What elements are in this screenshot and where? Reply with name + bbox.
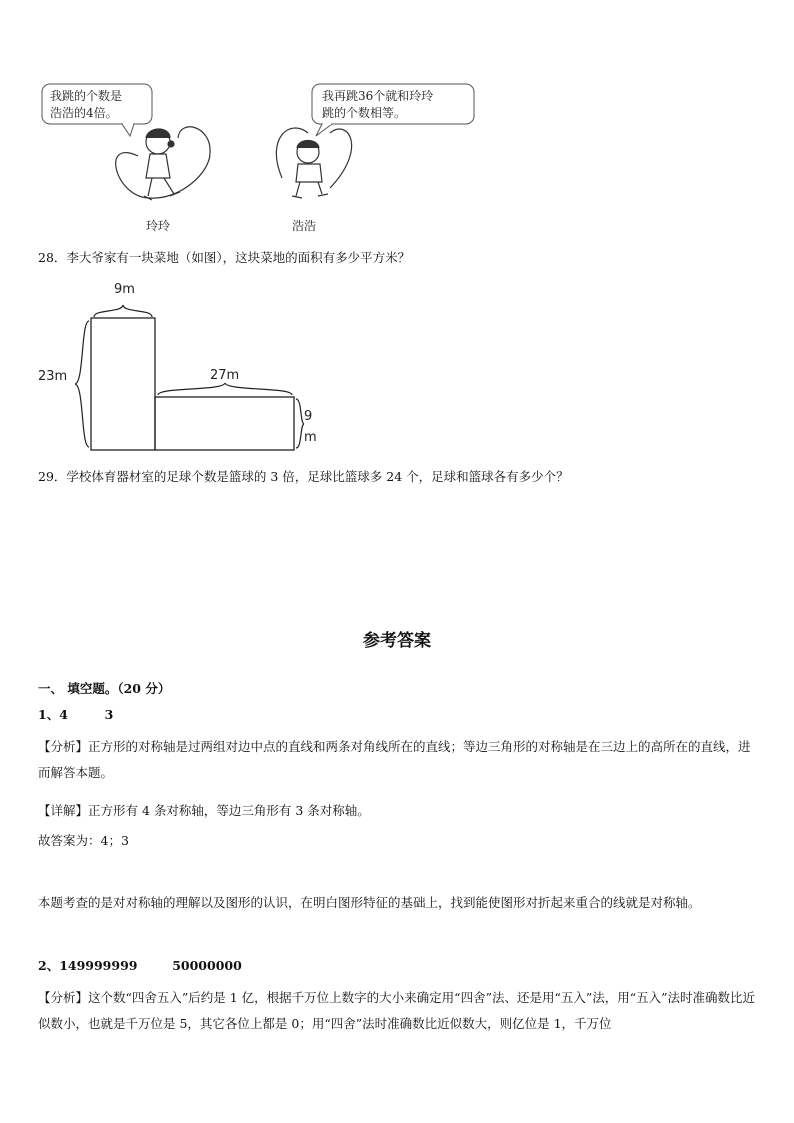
label-left-height: 23m <box>38 369 68 384</box>
wide-rectangle <box>155 397 294 450</box>
middle-brace <box>158 383 292 395</box>
label-right-height-top: 9 <box>304 409 313 424</box>
girl-name: 玲玲 <box>146 219 171 233</box>
label-right-height-bottom: m <box>304 430 317 445</box>
right-brace <box>296 399 304 448</box>
answer-2-analysis: 【分析】这个数“四舍五入”后约是 1 亿，根据千万位上数字的大小来确定用“四舍”法、还是用“五入”法，用“五入”法时准确数比近似数小，也就是千万位是 5，其它各位上都是 0；用“四舍”法时准确数比近似数大，则亿位是 1，千万位 <box>38 990 756 1031</box>
garden-figure <box>30 275 330 457</box>
girl-speech-bubble <box>42 84 152 136</box>
question-28: 28．李大爷家有一块菜地（如图），这块菜地的面积有多少平方米？ <box>38 250 411 265</box>
girl-speech-line-2: 浩浩的4倍。 <box>50 106 118 120</box>
answer-1-final: 故答案为：4；3 <box>38 833 129 848</box>
girl-figure <box>116 127 210 200</box>
label-top-width: 9m <box>114 282 135 297</box>
answer-1-analysis: 【分析】正方形的对称轴是过两组对边中点的直线和两条对角线所在的直线；等边三角形的对称轴是在三边上的高所在的直线，进而解答本题。 <box>38 739 751 780</box>
answer-2-second: 50000000 <box>172 958 242 973</box>
answer-1-comment: 本题考查的是对对称轴的理解以及图形的认识，在明白图形特征的基础上，找到能使图形对折起来重合的线就是对称轴。 <box>38 895 701 910</box>
answer-2-first: 2、149999999 <box>38 958 138 973</box>
boy-figure <box>276 128 351 198</box>
boy-speech-bubble <box>312 84 474 136</box>
answer-1-second: 3 <box>104 707 114 722</box>
boy-name: 浩浩 <box>292 219 317 233</box>
tall-rectangle <box>91 318 155 450</box>
boy-speech-line-2: 跳的个数相等。 <box>322 106 407 120</box>
jump-rope-illustration <box>30 78 490 238</box>
top-brace <box>94 305 152 317</box>
boy-speech-line-1: 我再跳36个就和玲玲 <box>322 89 434 103</box>
left-brace <box>75 321 89 447</box>
answer-2-number <box>38 958 242 974</box>
label-bottom-width: 27m <box>210 368 240 383</box>
question-29: 29．学校体育器材室的足球个数是篮球的 3 倍，足球比篮球多 24 个，足球和篮球各有多少个？ <box>38 469 569 484</box>
answer-1-first: 1、4 <box>38 707 68 722</box>
answer-1-number <box>38 707 113 723</box>
answer-1-detail: 【详解】正方形有 4 条对称轴，等边三角形有 3 条对称轴。 <box>38 803 370 818</box>
section-1-heading: 一、 填空题。（20 分） <box>38 681 171 696</box>
girl-speech-line-1: 我跳的个数是 <box>50 89 123 103</box>
answers-title: 参考答案 <box>363 631 431 651</box>
